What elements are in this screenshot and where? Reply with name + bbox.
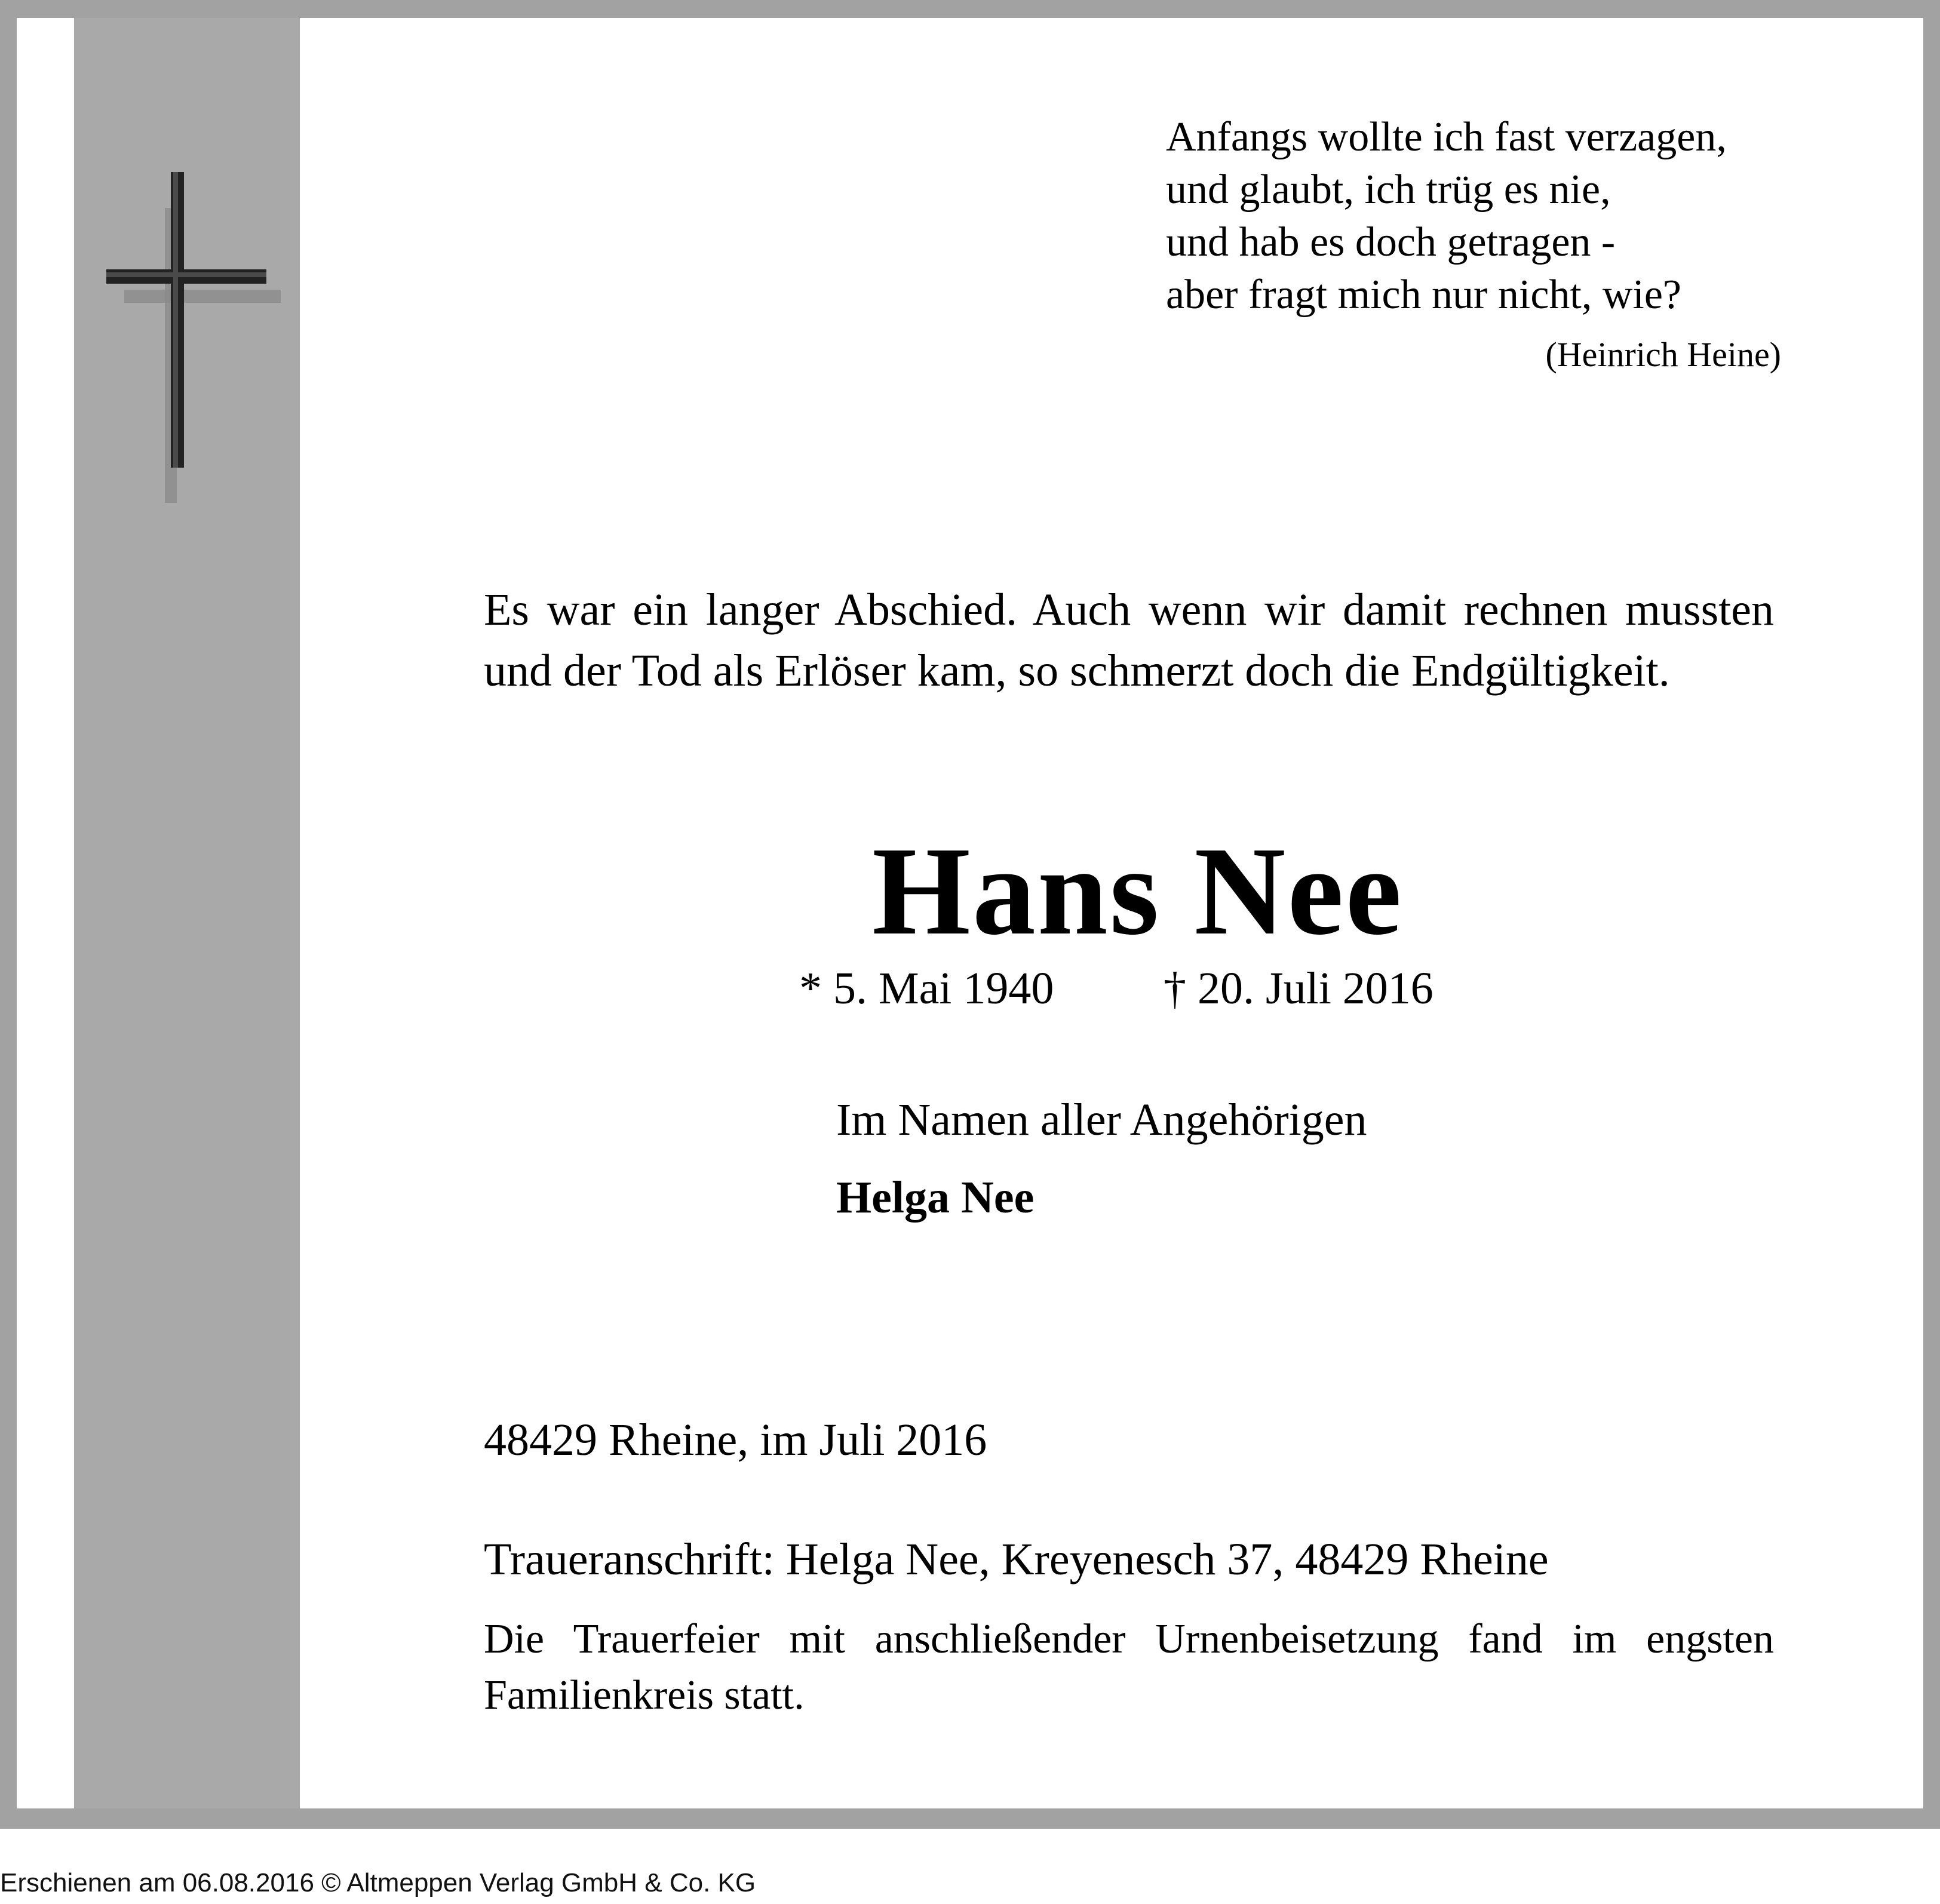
- publication-footer: Erschienen am 06.08.2016 © Altmeppen Verlag GmbH & Co. KG: [0, 1868, 756, 1897]
- cross-icon: [94, 166, 291, 512]
- mourning-address: Traueranschrift: Helga Nee, Kreyenesch 37, 48429 Rheine: [484, 1534, 1549, 1584]
- ceremony-note: Die Trauerfeier mit anschließender Urnenbeisetzung fand im engsten Familienkreis statt.: [484, 1616, 1774, 1718]
- poem-line: und hab es doch getragen -: [1166, 219, 1616, 265]
- deceased-name: Hans Nee: [872, 821, 1404, 961]
- death-date: † 20. Juli 2016: [1164, 963, 1433, 1014]
- poem-author: (Heinrich Heine): [1545, 335, 1781, 374]
- birth-date: * 5. Mai 1940: [799, 963, 1054, 1014]
- poem-quote: [1166, 111, 1781, 374]
- intro-text: Es war ein langer Abschied. Auch wenn wir damit rechnen mussten und der Tod als Erlöser kam, so schmerzt doch die Endgültigkeit.: [484, 585, 1774, 696]
- poem-line: Anfangs wollte ich fast verzagen,: [1166, 114, 1727, 160]
- on-behalf-text: Im Namen aller Angehörigen: [836, 1095, 1367, 1145]
- poem-line: aber fragt mich nur nicht, wie?: [1166, 272, 1681, 318]
- poem-line: und glaubt, ich trüg es nie,: [1166, 167, 1611, 213]
- signer-name: Helga Nee: [836, 1172, 1035, 1223]
- place-date: 48429 Rheine, im Juli 2016: [484, 1415, 987, 1465]
